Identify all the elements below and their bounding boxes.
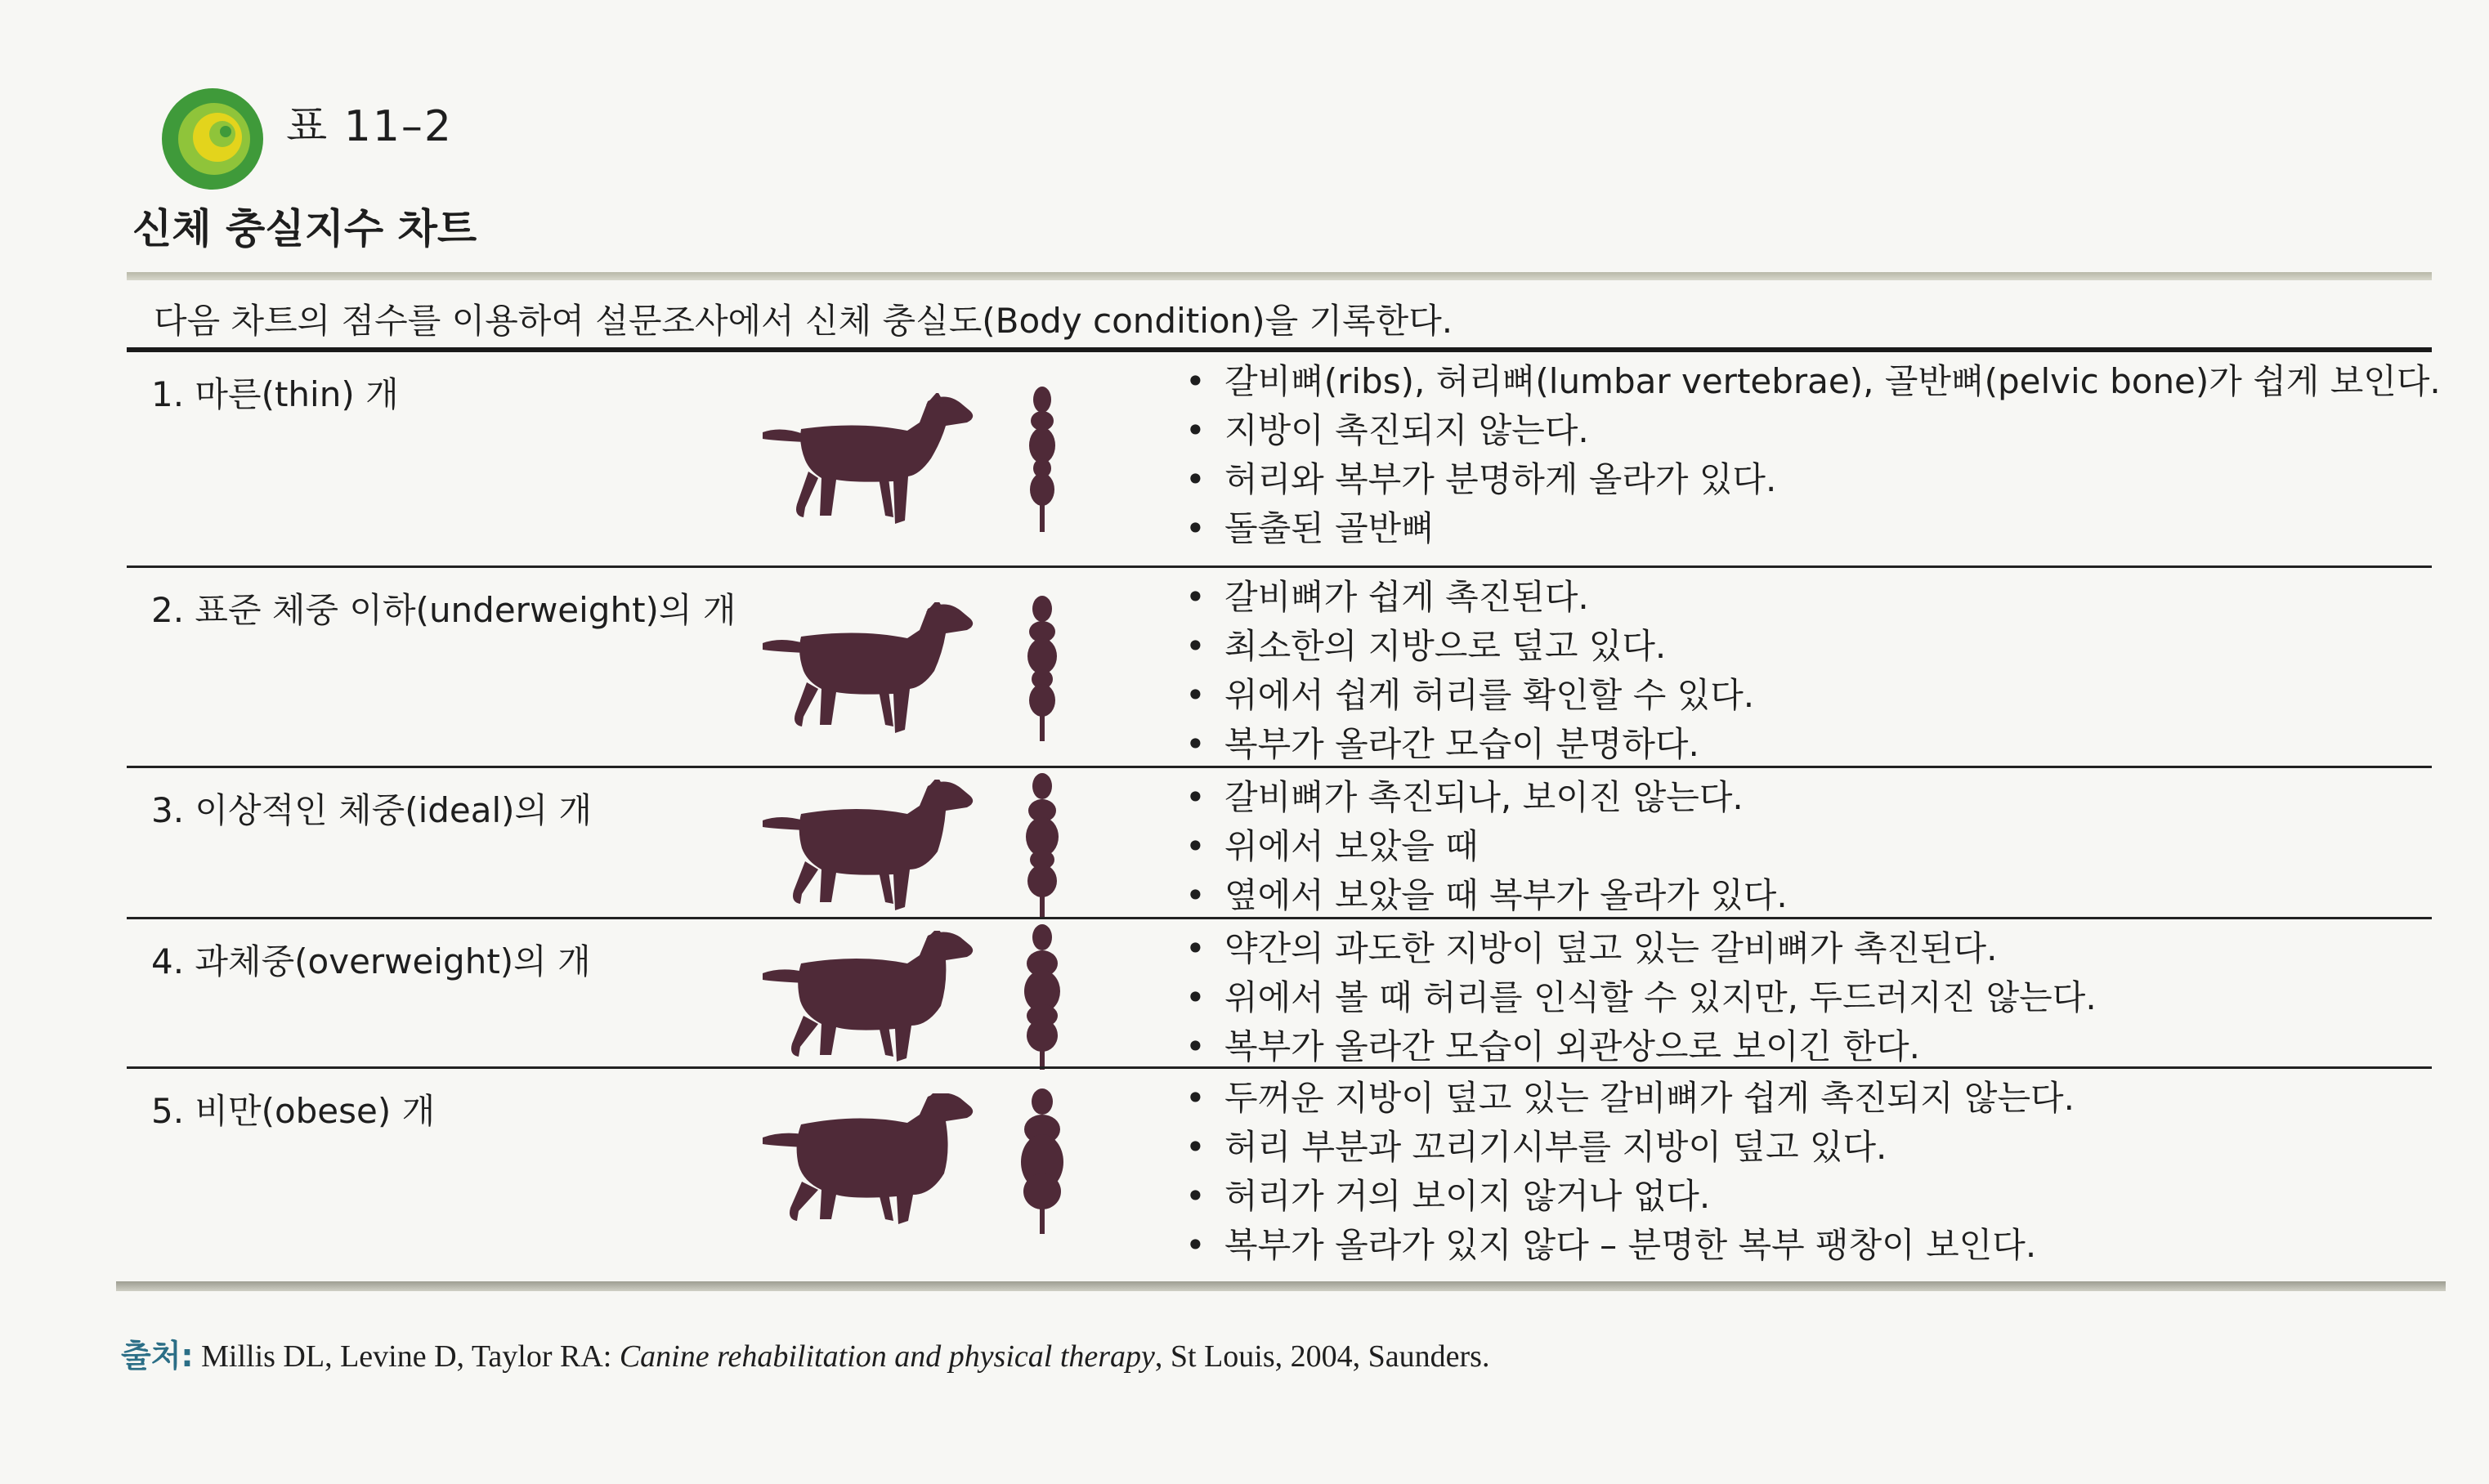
criteria-item: • 갈비뼈가 촉진되나, 보이진 않는다. xyxy=(1185,773,1788,822)
source-publisher: , St Louis, 2004, Saunders. xyxy=(1154,1339,1490,1374)
dog-side-silhouette-icon xyxy=(756,393,985,532)
row-label: 5. 비만(obese) 개 xyxy=(151,1091,436,1131)
table-title: 신체 충실지수 차트 xyxy=(132,205,477,253)
spiral-logo-icon xyxy=(157,87,268,191)
criteria-item: • 복부가 올라간 모습이 외관상으로 보이긴 한다. xyxy=(1185,1022,2097,1071)
row-label: 2. 표준 체중 이하(underweight)의 개 xyxy=(151,590,736,630)
criteria-item: • 약간의 과도한 지방이 덮고 있는 갈비뼈가 촉진된다. xyxy=(1185,924,2097,973)
dog-side-silhouette-icon xyxy=(756,780,985,919)
row-label: 4. 과체중(overweight)의 개 xyxy=(151,941,591,981)
criteria-item: • 두꺼운 지방이 덮고 있는 갈비뼈가 쉽게 촉진되지 않는다. xyxy=(1185,1074,2075,1123)
criteria-item: • 지방이 촉진되지 않는다. xyxy=(1185,406,2441,455)
intro-text: 다음 차트의 점수를 이용하여 설문조사에서 신체 충실도(Body condition)을 기록한다. xyxy=(154,301,1453,341)
criteria-item: • 복부가 올라가 있지 않다 – 분명한 복부 팽창이 보인다. xyxy=(1185,1221,2075,1270)
criteria-item: • 허리 부분과 꼬리기시부를 지방이 덮고 있다. xyxy=(1185,1123,2075,1172)
criteria-item: • 갈비뼈가 쉽게 촉진된다. xyxy=(1185,573,1754,622)
dog-top-silhouette-icon xyxy=(1005,1087,1079,1234)
condition-row-obese xyxy=(127,1069,2432,1280)
criteria-list xyxy=(1185,357,2441,553)
top-rule xyxy=(127,272,2432,280)
criteria-item: • 허리가 거의 보이지 않거나 없다. xyxy=(1185,1172,2075,1221)
dog-side-silhouette-icon xyxy=(756,931,985,1070)
dog-top-silhouette-icon xyxy=(1005,771,1079,919)
source-key: 출처: xyxy=(121,1338,194,1374)
dog-top-silhouette-icon xyxy=(1005,385,1079,532)
source-authors: Millis DL, Levine D, Taylor RA: xyxy=(201,1339,612,1374)
criteria-item: • 돌출된 골반뼈 xyxy=(1185,504,2441,553)
condition-row-thin xyxy=(127,352,2441,568)
source-book-title: Canine rehabilitation and physical therapy xyxy=(619,1339,1155,1374)
dog-top-silhouette-icon xyxy=(1005,594,1079,741)
criteria-list xyxy=(1185,573,1754,769)
source-citation xyxy=(121,1330,1489,1375)
bottom-rule xyxy=(116,1281,2446,1291)
criteria-item: • 위에서 볼 때 허리를 인식할 수 있지만, 두드러지진 않는다. xyxy=(1185,973,2097,1022)
criteria-item: • 위에서 쉽게 허리를 확인할 수 있다. xyxy=(1185,671,1754,720)
criteria-item: • 허리와 복부가 분명하게 올라가 있다. xyxy=(1185,455,2441,504)
dog-side-silhouette-icon xyxy=(756,602,985,741)
row-label: 3. 이상적인 체중(ideal)의 개 xyxy=(151,790,593,830)
criteria-list xyxy=(1185,924,2097,1071)
criteria-item: • 옆에서 보았을 때 복부가 올라가 있다. xyxy=(1185,871,1788,920)
table-number: 표 11–2 xyxy=(286,102,454,151)
condition-row-underweight xyxy=(127,568,2432,768)
dog-side-silhouette-icon xyxy=(756,1093,985,1232)
condition-row-overweight xyxy=(127,919,2432,1069)
criteria-list xyxy=(1185,773,1788,920)
criteria-item: • 갈비뼈(ribs), 허리뼈(lumbar vertebrae), 골반뼈(pelvic bone)가 쉽게 보인다. xyxy=(1185,357,2441,406)
condition-row-ideal xyxy=(127,768,2432,919)
criteria-item: • 위에서 보았을 때 xyxy=(1185,822,1788,871)
criteria-item: • 최소한의 지방으로 덮고 있다. xyxy=(1185,622,1754,671)
criteria-item: • 복부가 올라간 모습이 분명하다. xyxy=(1185,720,1754,769)
dog-top-silhouette-icon xyxy=(1005,923,1079,1070)
row-label: 1. 마른(thin) 개 xyxy=(151,374,399,414)
criteria-list xyxy=(1185,1074,2075,1270)
